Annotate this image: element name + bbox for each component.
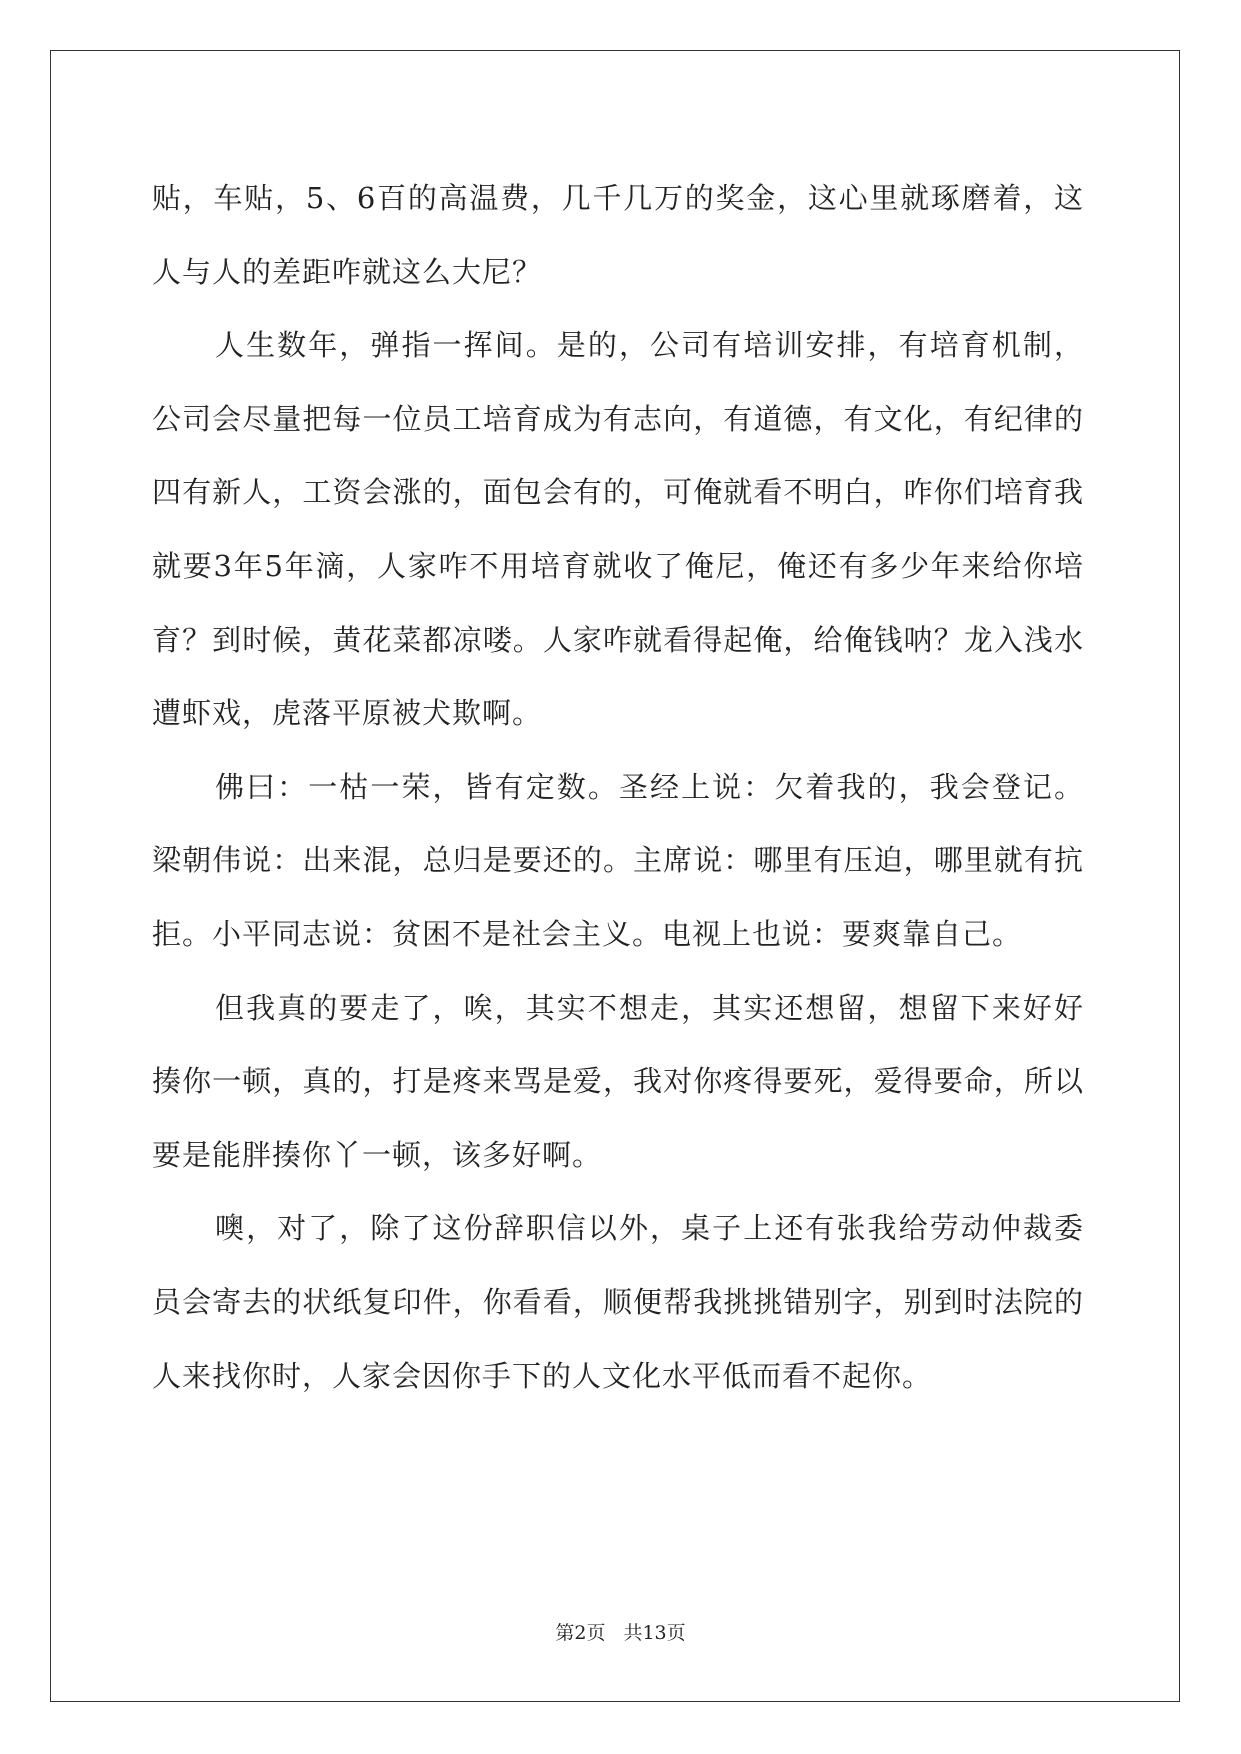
paragraph-3: 佛曰：一枯一荣，皆有定数。圣经上说：欠着我的，我会登记。梁朝伟说：出来混，总归是要还的。主席说：哪里有压迫，哪里就有抗拒。小平同志说：贫困不是社会主义。电视上也说：要爽靠自己。 [152, 769, 1084, 951]
paragraph-4: 但我真的要走了，唉，其实不想走，其实还想留，想留下来好好揍你一顿，真的，打是疼来骂是爱，我对你疼得要死，爱得要命，所以要是能胖揍你丫一顿，该多好啊。 [152, 990, 1084, 1172]
page-total: 共13页 [623, 1622, 686, 1644]
paragraph-2: 人生数年，弹指一挥间。是的，公司有培训安排，有培育机制，公司会尽量把每一位员工培育成为有志向，有道德，有文化，有纪律的四有新人，工资会涨的，面包会有的，可俺就看不明白，咋你们培育我就要3年5年滴，人家咋不用培育就收了俺尼，俺还有多少年来给你培育？到时候，黄花菜都凉喽。人家咋就看得起俺，给俺钱呐？龙入浅水遭虾戏，虎落平原被犬欺啊。 [152, 328, 1084, 731]
paragraph-1: 贴，车贴，5、6百的高温费，几千几万的奖金，这心里就琢磨着，这人与人的差距咋就这么大尼？ [152, 181, 1084, 289]
page-number: 第2页 [555, 1622, 606, 1644]
document-body [152, 162, 1084, 1413]
paragraph-5: 噢，对了，除了这份辞职信以外，桌子上还有张我给劳动仲裁委员会寄去的状纸复印件，你看看，顺便帮我挑挑错别字，别到时法院的人来找你时，人家会因你手下的人文化水平低而看不起你。 [152, 1211, 1084, 1393]
page-footer [0, 1621, 1241, 1645]
